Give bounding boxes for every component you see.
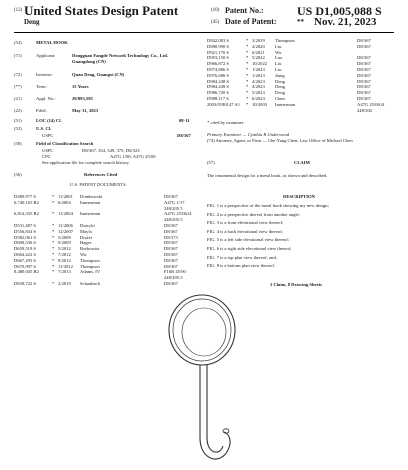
uspc-value: D8/367 bbox=[177, 133, 191, 138]
reference-date: 12/2007 bbox=[58, 228, 74, 234]
reference-number: D976,686 S bbox=[207, 72, 229, 78]
reference-star: * bbox=[52, 281, 55, 286]
reference-inventor: Immerman bbox=[80, 211, 101, 217]
figure-description: FIG. 1 is a perspective of the metal hook showing my new design; bbox=[207, 203, 329, 208]
reference-class: D8/367 bbox=[357, 96, 371, 101]
reference-class: D8/367 bbox=[357, 61, 371, 67]
reference-number: D489,977 S bbox=[14, 194, 36, 199]
patent-no-label: Patent No.: bbox=[225, 6, 264, 15]
reference-date: 4/2023 bbox=[252, 84, 265, 90]
biblio-code-22: (22) bbox=[14, 108, 22, 113]
reference-star: * bbox=[52, 252, 55, 257]
reference-number: 6,740,165 B2 bbox=[14, 199, 39, 205]
cpc-value: A47G 1/00; A47G 25/00 bbox=[110, 154, 156, 159]
reference-class: 248/302 bbox=[357, 107, 373, 113]
reference-date: 7/2013 bbox=[58, 269, 71, 275]
reference-number: D659,519 S bbox=[14, 246, 36, 252]
reference-inventor: Liu bbox=[275, 43, 282, 49]
applicant-value: Dongguan Fangde Network Technology Co., Ltd. Guangdong (CN) bbox=[72, 53, 168, 64]
patent-date: Nov. 21, 2023 bbox=[314, 16, 377, 28]
reference-date: 6/2021 bbox=[252, 49, 265, 55]
reference-class: D8/367 bbox=[164, 257, 178, 263]
reference-date: 11/2012 bbox=[58, 263, 73, 269]
reference-class: D8/367 bbox=[164, 252, 178, 257]
claims-drawings-count: 1 Claim, 8 Drawing Sheets bbox=[270, 282, 322, 287]
reference-date: 5/2022 bbox=[252, 55, 265, 61]
reference-star: * bbox=[246, 49, 249, 55]
reference-number: D953,150 S bbox=[207, 55, 229, 61]
reference-star: * bbox=[246, 90, 249, 96]
reference-class: 248/205.5 bbox=[164, 275, 183, 281]
reference-inventor: Immerman bbox=[275, 101, 296, 107]
inventor-surname: Deng bbox=[24, 18, 40, 26]
reference-inventor: Adams, IV bbox=[80, 269, 101, 275]
reference-star: * bbox=[246, 38, 249, 43]
reference-class: D8/367 bbox=[164, 263, 178, 269]
header-code-12: (12) bbox=[14, 8, 23, 13]
biblio-code-54: (54) bbox=[14, 40, 22, 45]
reference-date: 1/2023 bbox=[252, 72, 265, 78]
reference-star: * bbox=[52, 194, 55, 199]
reference-class: D8/367 bbox=[357, 84, 371, 90]
appl-no-value: 29/893,595 bbox=[72, 96, 93, 101]
hook-curve bbox=[200, 432, 230, 459]
reference-inventor: Dombowski bbox=[80, 194, 103, 199]
reference-class: D8/367 bbox=[164, 228, 178, 234]
header-code-45: (45) bbox=[211, 20, 220, 25]
metal-hook-drawing bbox=[160, 288, 260, 470]
claim-text: The ornamental design for a metal hook, as shown and described. bbox=[207, 173, 328, 178]
reference-star: * bbox=[246, 101, 249, 107]
reference-date: 7/2012 bbox=[58, 252, 71, 257]
reference-date: 5/2023 bbox=[252, 90, 265, 96]
reference-class: 248/205.5 bbox=[164, 217, 183, 223]
reference-number: D986,720 S bbox=[207, 90, 229, 96]
reference-date: 6/2023 bbox=[252, 96, 265, 101]
biblio-code-21: (21) bbox=[14, 96, 22, 101]
reference-class: A47G 1/17 bbox=[164, 199, 185, 205]
figure-description: FIG. 8 is a bottom plan view thereof. bbox=[207, 263, 276, 269]
reference-inventor: Jiang bbox=[275, 72, 285, 78]
reference-row bbox=[207, 108, 397, 114]
loc-label: LOC (14) Cl. bbox=[36, 118, 62, 123]
reference-class: D8/367 bbox=[164, 223, 178, 228]
reference-date: 5/2009 bbox=[58, 234, 71, 240]
biblio-code-51: (51) bbox=[14, 118, 22, 123]
biblio-code-term: (**) bbox=[14, 84, 22, 89]
reference-class: D8/367 bbox=[357, 38, 371, 43]
field-search-label: Field of Classification Search bbox=[36, 141, 94, 146]
reference-star: * bbox=[52, 269, 55, 275]
reference-number: D830,722 S bbox=[14, 281, 36, 286]
reference-inventor: Thompson bbox=[275, 38, 295, 43]
reference-inventor: Wu bbox=[80, 252, 87, 257]
reference-date: 10/2003 bbox=[252, 101, 268, 107]
inventor-value: Quan Deng, Guangxi (CN) bbox=[72, 72, 125, 77]
reference-star: * bbox=[246, 84, 249, 90]
patent-type-title: United States Design Patent bbox=[24, 3, 179, 18]
reference-star: * bbox=[52, 199, 55, 205]
inventor-label: Inventor: bbox=[36, 72, 53, 77]
reference-number: D664,422 S bbox=[14, 252, 36, 257]
hook-shank bbox=[200, 365, 207, 438]
reference-star: * bbox=[52, 228, 55, 234]
reference-inventor: Liu bbox=[275, 61, 282, 67]
reference-date: 1/2023 bbox=[252, 67, 265, 72]
appl-no-label: Appl. No.: bbox=[36, 96, 56, 101]
reference-number: D966,872 S bbox=[207, 61, 229, 67]
reference-number: D600,536 S bbox=[14, 240, 36, 246]
patent-number: US D1,005,088 S bbox=[297, 4, 382, 18]
reference-inventor: Chen bbox=[275, 96, 285, 101]
reference-date: 10/2022 bbox=[252, 61, 268, 67]
reference-inventor: Deng bbox=[275, 84, 285, 90]
design-title: METAL HOOK bbox=[36, 40, 68, 45]
reference-date: 3/2019 bbox=[252, 38, 265, 43]
loc-value: 08-11 bbox=[179, 118, 190, 123]
reference-date: 11/2001 bbox=[58, 194, 73, 199]
description-title: DESCRIPTION bbox=[283, 194, 315, 199]
figure-description: FIG. 3 is a front elevational view thereof; bbox=[207, 220, 284, 226]
reference-number: D670,997 S bbox=[14, 263, 36, 269]
reference-inventor: Schaubach bbox=[80, 281, 100, 286]
figure-description: FIG. 4 is a back elevational view thereof; bbox=[207, 228, 284, 234]
reference-inventor: Thompson bbox=[80, 263, 100, 269]
reference-inventor: Wu bbox=[275, 49, 282, 55]
reference-star: * bbox=[52, 257, 55, 263]
reference-class: D8/373 bbox=[164, 234, 178, 240]
reference-class: D8/367 bbox=[357, 43, 371, 49]
reference-class: F16B 45/00 bbox=[164, 269, 186, 275]
reference-date: 9/2012 bbox=[58, 257, 71, 263]
references-code: (56) bbox=[14, 172, 22, 177]
reference-star: * bbox=[52, 223, 55, 228]
term-label: Term: bbox=[36, 84, 47, 89]
reference-number: 6,814,335 B2 bbox=[14, 211, 39, 217]
reference-number: D667,293 S bbox=[14, 257, 36, 263]
attorney-info: (74) Attorney, Agent, or Firm — Che-Yang Chen; Law Office of Michael Chen bbox=[207, 138, 353, 143]
cited-by-examiner: * cited by examiner bbox=[207, 120, 244, 125]
reference-date: 9/2009 bbox=[58, 240, 71, 246]
reference-number: D921,176 S bbox=[207, 49, 229, 55]
reference-class: D8/367 bbox=[357, 72, 371, 78]
reference-date: 11/2004 bbox=[58, 211, 73, 217]
reference-inventor: Drofet bbox=[80, 234, 92, 240]
date-label: Date of Patent: bbox=[225, 17, 277, 26]
reference-class: D8/367 bbox=[164, 240, 178, 246]
reference-number: D531,487 S bbox=[14, 223, 36, 228]
reference-number: 8,480,045 B2 bbox=[14, 269, 39, 275]
biblio-code-72: (72) bbox=[14, 72, 22, 77]
reference-star: * bbox=[246, 61, 249, 67]
figure-description: FIG. 5 is a left side elevational view thereof; bbox=[207, 237, 290, 243]
reference-star: * bbox=[246, 78, 249, 84]
reference-star: * bbox=[52, 246, 55, 252]
reference-class: D8/367 bbox=[357, 90, 371, 96]
biblio-code-52: (52) bbox=[14, 126, 22, 131]
reference-inventor: Mayfo bbox=[80, 228, 93, 234]
search-history-note: See application file for complete search history. bbox=[42, 160, 130, 165]
header-divider bbox=[14, 32, 394, 33]
biblio-code-58: (58) bbox=[14, 141, 22, 146]
search-uspc-label: USPC bbox=[42, 148, 54, 153]
reference-class: 248/205.5 bbox=[164, 205, 183, 211]
search-uspc-value: D8/367, 354, 349, 375; D6/323 bbox=[82, 148, 140, 153]
filed-label: Filed: bbox=[36, 108, 47, 113]
reference-inventor: Dutcyki bbox=[80, 223, 95, 228]
reference-star: * bbox=[52, 234, 55, 240]
reference-inventor: Thompson bbox=[80, 257, 100, 263]
reference-class: D8/367 bbox=[357, 55, 371, 61]
reference-inventor: Immerman bbox=[80, 199, 101, 205]
reference-star: * bbox=[52, 263, 55, 269]
reference-class: D8/367 bbox=[164, 194, 178, 199]
reference-star: * bbox=[246, 96, 249, 101]
reference-star: * bbox=[246, 55, 249, 61]
reference-number: D984,248 S bbox=[207, 78, 229, 84]
applicant-label: Applicant: bbox=[36, 53, 56, 58]
cpc-label: CPC bbox=[42, 154, 51, 159]
reference-star: * bbox=[52, 240, 55, 246]
reference-number: D880,990 S bbox=[207, 43, 229, 49]
reference-class: A47G 25/0614 bbox=[164, 211, 192, 217]
reference-class: D8/367 bbox=[357, 78, 371, 84]
reference-row bbox=[14, 281, 204, 287]
reference-class: A47G 25/0614 bbox=[357, 101, 385, 107]
reference-star: * bbox=[246, 43, 249, 49]
reference-class: D8/367 bbox=[164, 281, 178, 286]
reference-date: 4/2023 bbox=[252, 78, 265, 84]
us-cl-label: U.S. Cl. bbox=[36, 126, 52, 131]
reference-class: D8/367 bbox=[357, 67, 371, 72]
patent-header bbox=[14, 4, 394, 30]
claim-title: CLAIM bbox=[294, 160, 310, 165]
reference-inventor: Deng bbox=[275, 90, 285, 96]
reference-number: D988,117 S bbox=[207, 96, 229, 101]
figure-description: FIG. 7 is a top plan view thereof; and, bbox=[207, 254, 277, 260]
reference-inventor: Liu bbox=[275, 67, 282, 72]
reference-date: 2/2019 bbox=[58, 281, 71, 286]
term-value: 15 Years bbox=[72, 84, 89, 89]
reference-inventor: Hager bbox=[80, 240, 92, 246]
reference-number: 2003/0180147 A1 bbox=[207, 101, 241, 107]
reference-number: D974,886 S bbox=[207, 67, 229, 72]
figure-description: FIG. 2 is a perspective thereof from another angle; bbox=[207, 211, 300, 217]
uspc-label: USPC bbox=[42, 133, 54, 138]
references-title: References Cited bbox=[84, 172, 118, 177]
reference-number: D984,249 S bbox=[207, 84, 229, 90]
primary-examiner: Primary Examiner — Cynthia R Underwood bbox=[207, 132, 290, 137]
filed-value: May 31, 2023 bbox=[72, 108, 99, 113]
reference-number: D556,834 S bbox=[14, 228, 36, 234]
reference-star: * bbox=[246, 72, 249, 78]
reference-date: 6/2004 bbox=[58, 199, 71, 205]
claim-code: (57) bbox=[207, 160, 215, 165]
reference-number: D842,083 S bbox=[207, 38, 229, 43]
reference-date: 5/2012 bbox=[58, 246, 71, 252]
reference-number: D582,061 S bbox=[14, 234, 36, 240]
biblio-code-71: (71) bbox=[14, 53, 22, 58]
date-marker: ** bbox=[297, 18, 304, 26]
reference-inventor: Luo bbox=[275, 55, 283, 61]
reference-date: 4/2020 bbox=[252, 43, 265, 49]
references-subtitle: U.S. PATENT DOCUMENTS bbox=[70, 182, 126, 187]
reference-star: * bbox=[246, 67, 249, 72]
reference-star: * bbox=[52, 211, 55, 217]
header-code-10: (10) bbox=[211, 8, 220, 13]
figure-description: FIG. 6 is a right side elevational view thereof; bbox=[207, 246, 292, 251]
reference-date: 11/2006 bbox=[58, 223, 73, 228]
reference-inventor: Borkowitz bbox=[80, 246, 100, 252]
hook-base-disc bbox=[169, 295, 235, 365]
reference-class: D8/367 bbox=[164, 246, 178, 252]
reference-inventor: Deng bbox=[275, 78, 285, 84]
